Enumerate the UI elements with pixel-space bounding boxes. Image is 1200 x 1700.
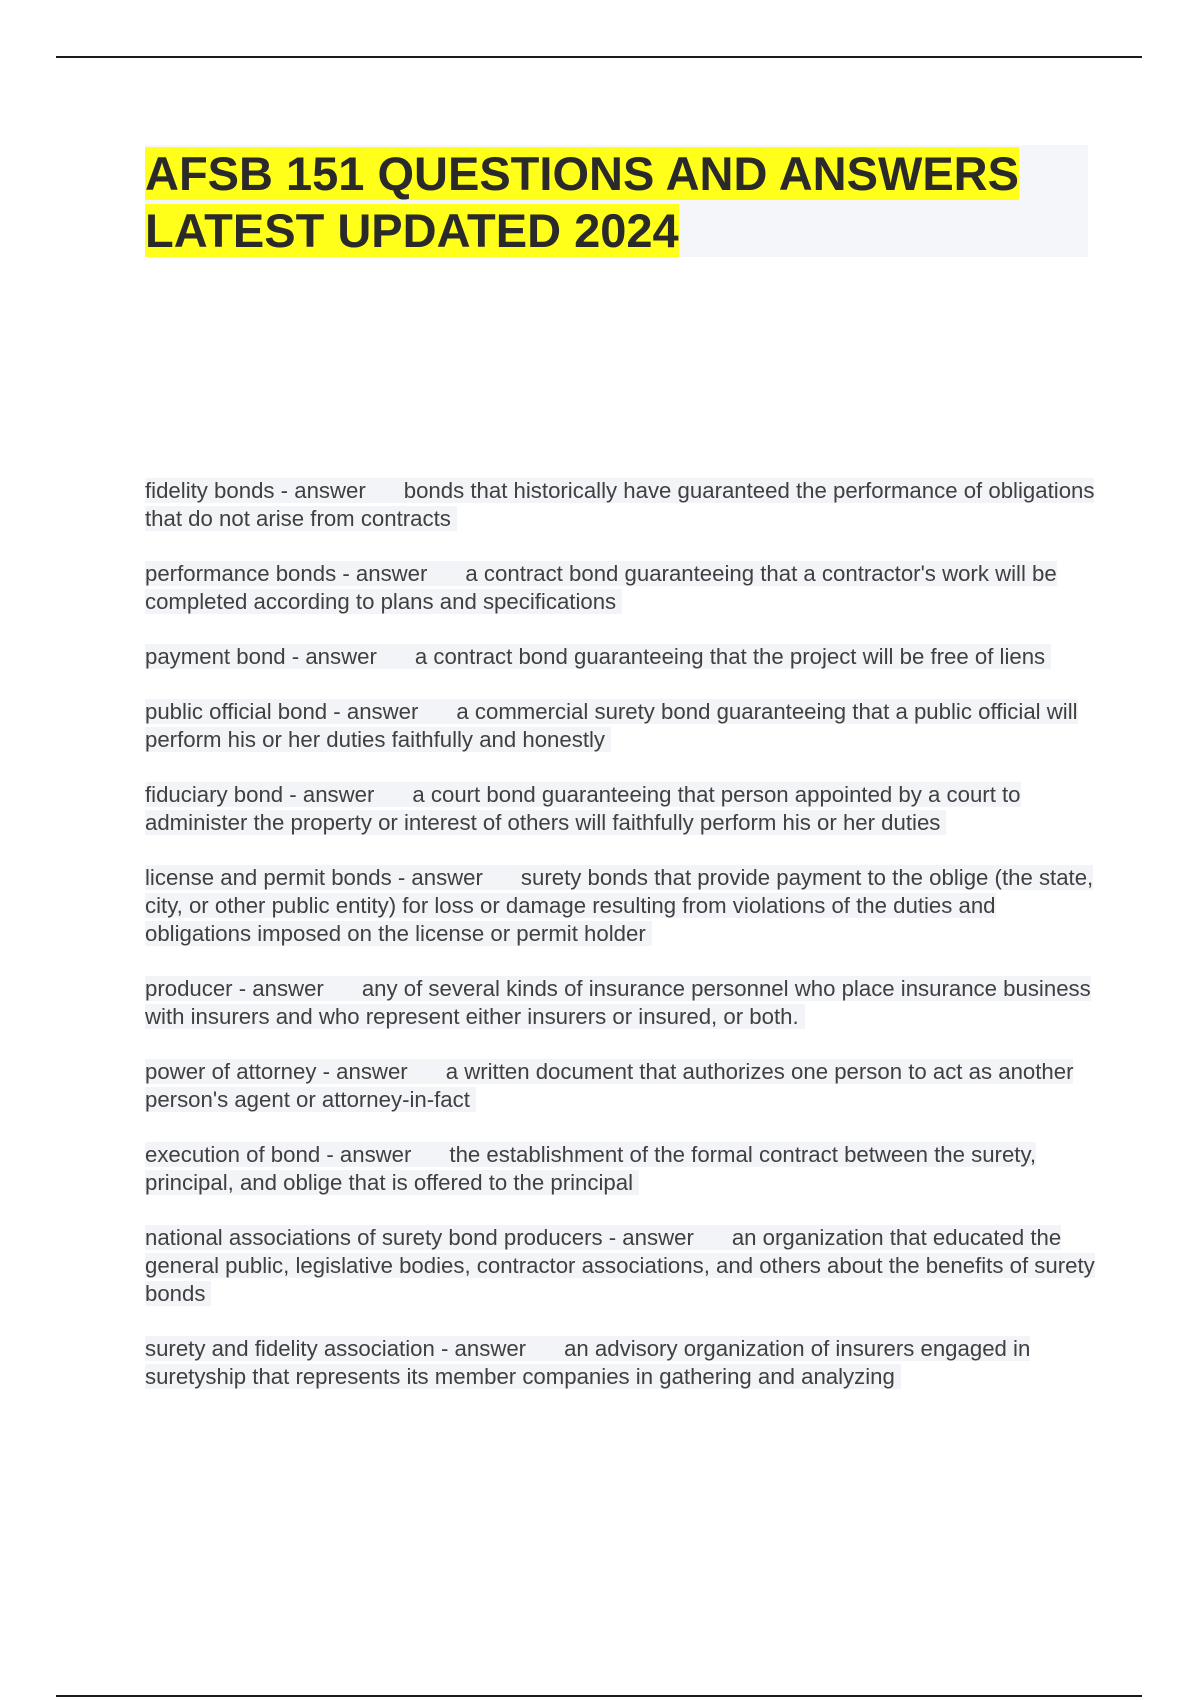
qa-definition: bonds that historically have guaranteed the performance of obligations that do not arise from contracts — [145, 478, 1095, 531]
qa-item — [145, 560, 1095, 616]
qa-item — [145, 1335, 1095, 1391]
qa-item — [145, 1224, 1095, 1308]
qa-definition: any of several kinds of insurance personnel who place insurance business with insurers and who represent either insurers or insured, or both. — [145, 976, 1091, 1029]
qa-term: producer - answer — [145, 976, 324, 1001]
qa-item — [145, 1058, 1095, 1114]
qa-term: fiduciary bond - answer — [145, 782, 375, 807]
top-rule — [56, 56, 1142, 58]
qa-term: execution of bond - answer — [145, 1142, 412, 1167]
bottom-rule — [56, 1695, 1142, 1697]
document-title — [145, 145, 1019, 259]
qa-definition: a court bond guaranteeing that person appointed by a court to administer the property or interest of others will faithfully perform his or her duties — [145, 782, 1021, 835]
qa-definition: an advisory organization of insurers engaged in suretyship that represents its member companies in gathering and analyzing — [145, 1336, 1031, 1389]
qa-item — [145, 1141, 1095, 1197]
qa-item — [145, 477, 1095, 533]
qa-definition: a written document that authorizes one person to act as another person's agent or attorney-in-fact — [145, 1059, 1074, 1112]
qa-term: performance bonds - answer — [145, 561, 428, 586]
qa-term: public official bond - answer — [145, 699, 419, 724]
qa-definition: a contract bond guaranteeing that the project will be free of liens — [414, 644, 1046, 669]
qa-term: power of attorney - answer — [145, 1059, 408, 1084]
qa-term: license and permit bonds - answer — [145, 865, 483, 890]
qa-item — [145, 698, 1095, 754]
qa-term: national associations of surety bond producers - answer — [145, 1225, 694, 1250]
title-line-2: LATEST UPDATED 2024 — [145, 204, 679, 257]
qa-definition: an organization that educated the general public, legislative bodies, contractor associations, and others about the benefits of surety bonds — [145, 1225, 1095, 1306]
qa-definition: a commercial surety bond guaranteeing that a public official will perform his or her duties faithfully and honestly — [145, 699, 1078, 752]
qa-term: payment bond - answer — [145, 644, 377, 669]
qa-definition: surety bonds that provide payment to the oblige (the state, city, or other public entity) for loss or damage resulting from violations of the duties and obligations imposed on the license or permit holder — [145, 865, 1094, 946]
qa-definition: a contract bond guaranteeing that a contractor's work will be completed according to plans and specifications — [145, 561, 1057, 614]
qa-list — [145, 477, 1095, 1418]
qa-item — [145, 781, 1095, 837]
qa-definition: the establishment of the formal contract between the surety, principal, and oblige that is offered to the principal — [145, 1142, 1037, 1195]
qa-item — [145, 864, 1095, 948]
qa-term: fidelity bonds - answer — [145, 478, 366, 503]
qa-item — [145, 643, 1095, 671]
qa-item — [145, 975, 1095, 1031]
qa-term: surety and fidelity association - answer — [145, 1336, 527, 1361]
title-line-1: AFSB 151 QUESTIONS AND ANSWERS — [145, 147, 1019, 200]
